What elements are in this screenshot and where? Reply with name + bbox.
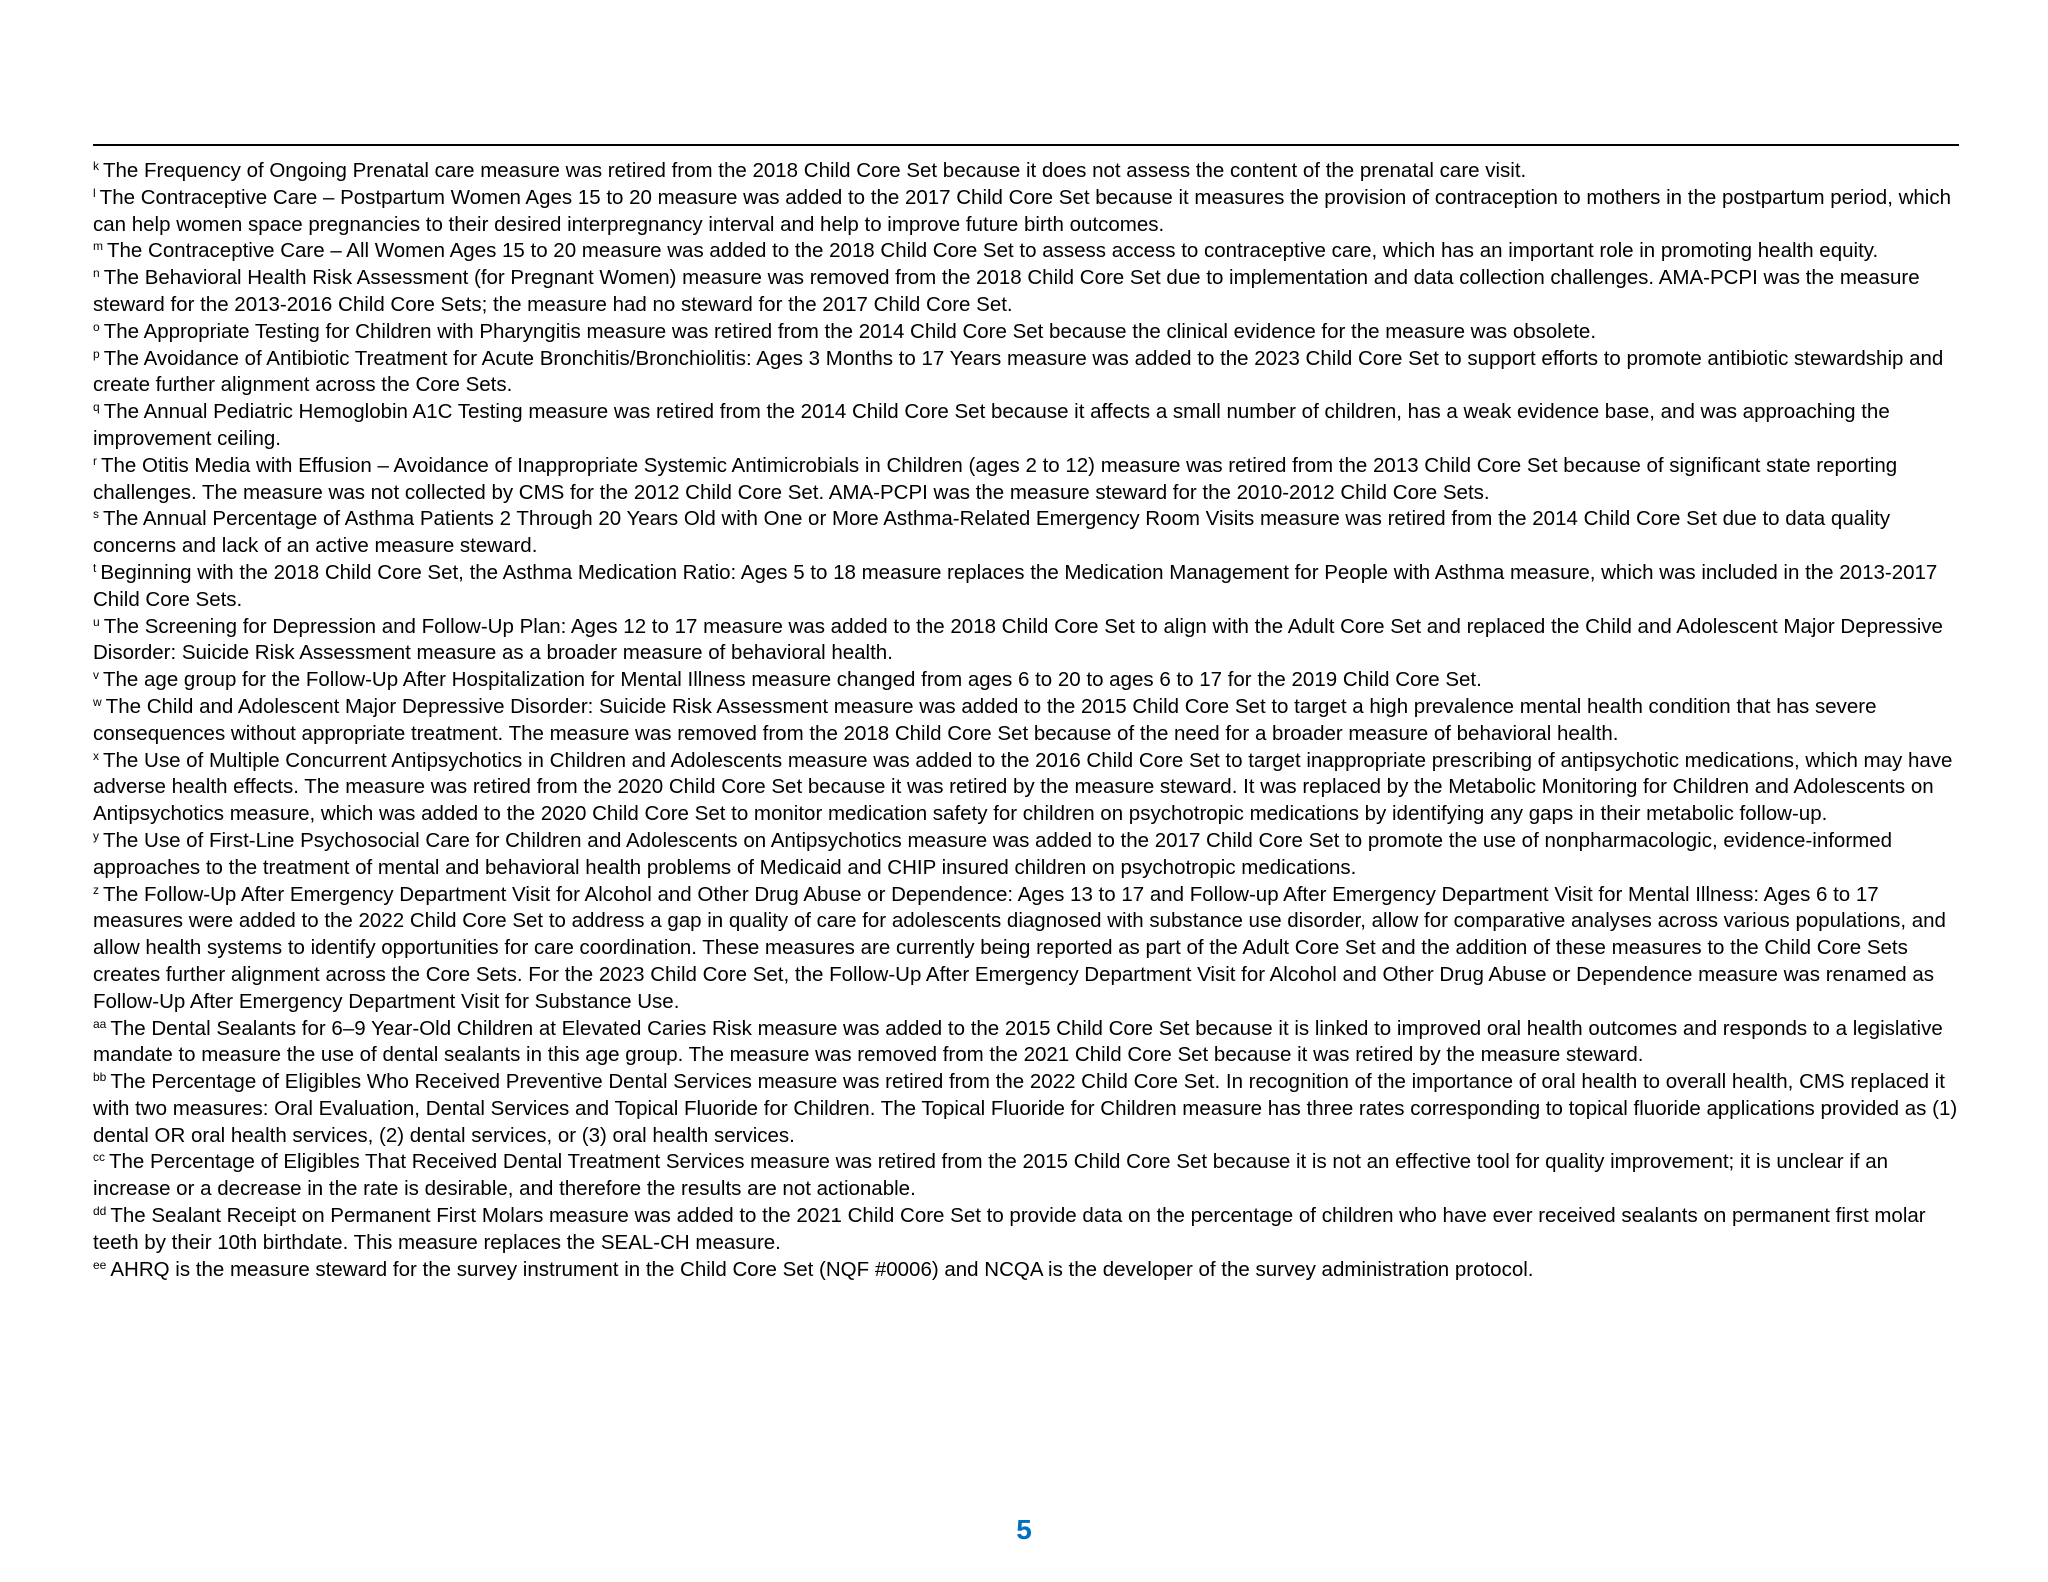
footnote-text: Beginning with the 2018 Child Core Set, the Asthma Medication Ratio: Ages 5 to 18 measure replaces the Medication Management for People with Asthma measure, which was included in the 2013-2017 Child Core Sets.	[93, 560, 1938, 611]
footnote-marker: ee	[93, 1257, 107, 1272]
footnote-marker: o	[93, 319, 100, 334]
footnotes-section	[93, 158, 1963, 1283]
footnote-marker: k	[93, 159, 99, 173]
footnote-marker: aa	[93, 1016, 107, 1031]
footnote-dd	[93, 1203, 1963, 1257]
footnote-text: The Annual Percentage of Asthma Patients 2 Through 20 Years Old with One or More Asthma-Related Emergency Room Visits measure was retired from the 2014 Child Core Set due to data quality concerns and lack of an active measure steward.	[93, 507, 1891, 558]
footnote-text: The Percentage of Eligibles Who Received Preventive Dental Services measure was retired from the 2022 Child Core Set. In recognition of the importance of oral health to overall health, CMS replaced it with two measures: Oral Evaluation, Dental Services and Topical Fluoride for Children. The Topical Fluoride for Children measure has three rates corresponding to topical fluoride applications provided as (1) dental OR oral health services, (2) dental services, or (3) oral health services.	[93, 1070, 1958, 1147]
footnote-cc	[93, 1149, 1963, 1203]
footnote-marker: w	[93, 694, 102, 709]
footnote-text: The Follow-Up After Emergency Department Visit for Alcohol and Other Drug Abuse or Dependence: Ages 13 to 17 and Follow-up After Emergency Department Visit for Mental Illness: Ages 6 to 17 measures were added to the 2022 Child Core Set to address a gap in quality of care for adolescents diagnosed with substance use disorder, allow for comparative analyses across various populations, and allow health systems to identify opportunities for care coordination. These measures are currently being reported as part of the Adult Core Set and the addition of these measures to the Child Core Sets creates further alignment across the Core Sets. For the 2023 Child Core Set, the Follow-Up After Emergency Department Visit for Alcohol and Other Drug Abuse or Dependence measure was renamed as Follow-Up After Emergency Department Visit for Substance Use.	[93, 882, 1946, 1013]
footnote-l	[93, 185, 1963, 239]
footnote-text: The age group for the Follow-Up After Hospitalization for Mental Illness measure changed from ages 6 to 20 to ages 6 to 17 for the 2019 Child Core Set.	[103, 668, 1482, 692]
footnote-o	[93, 319, 1963, 346]
footnote-z	[93, 882, 1963, 1016]
footnote-bb	[93, 1069, 1963, 1149]
footnote-m	[93, 238, 1963, 265]
footnote-marker: x	[93, 748, 99, 763]
footnote-text: The Percentage of Eligibles That Received Dental Treatment Services measure was retired from the 2015 Child Core Set because it is not an effective tool for quality improvement; it is unclear if an increase or a decrease in the rate is desirable, and therefore the results are not actionable.	[93, 1150, 1889, 1201]
footnote-n	[93, 265, 1963, 319]
footnote-marker: n	[93, 266, 100, 281]
footnote-text: The Annual Pediatric Hemoglobin A1C Testing measure was retired from the 2014 Child Core Set because it affects a small number of children, has a weak evidence base, and was approaching the improvement ceiling.	[93, 400, 1890, 450]
footnote-separator-rule	[93, 144, 1959, 146]
footnote-marker: dd	[93, 1204, 107, 1219]
footnote-marker: u	[93, 614, 100, 629]
footnote-text: The Behavioral Health Risk Assessment (for Pregnant Women) measure was removed from the 2018 Child Core Set due to implementation and data collection challenges. AMA-PCPI was the measure steward for the 2013-2016 Child Core Sets; the measure had no steward for the 2017 Child Core Set.	[93, 266, 1920, 316]
footnote-text: The Avoidance of Antibiotic Treatment for Acute Bronchitis/Bronchiolitis: Ages 3 Months to 17 Years measure was added to the 2023 Child Core Set to support efforts to promote antibiotic stewardship and create further alignment across the Core Sets.	[93, 346, 1944, 397]
footnote-marker: cc	[93, 1150, 105, 1165]
footnote-marker: t	[93, 560, 97, 575]
footnote-text: The Screening for Depression and Follow-Up Plan: Ages 12 to 17 measure was added to the 2018 Child Core Set to align with the Adult Core Set and replaced the Child and Adolescent Major Depressive Disorder: Suicide Risk Assessment measure as a broader measure of behavioral health.	[93, 614, 1943, 665]
footnote-w	[93, 694, 1963, 748]
footnote-marker: bb	[93, 1070, 107, 1085]
footnote-v	[93, 667, 1963, 694]
page-number: 5	[1016, 1514, 1032, 1545]
footnote-x	[93, 748, 1963, 828]
footnote-text: The Otitis Media with Effusion – Avoidance of Inappropriate Systemic Antimicrobials in Children (ages 2 to 12) measure was retired from the 2013 Child Core Set because of significant state reporting challenges. The measure was not collected by CMS for the 2012 Child Core Set. AMA-PCPI was the measure steward for the 2010-2012 Child Core Sets.	[93, 453, 1898, 504]
footnote-marker: l	[93, 185, 96, 200]
footnote-u	[93, 614, 1963, 668]
footnote-marker: m	[93, 239, 103, 254]
footnote-q	[93, 399, 1963, 453]
footnote-marker: p	[93, 346, 100, 361]
footnote-r	[93, 453, 1963, 507]
footnote-text: The Use of Multiple Concurrent Antipsychotics in Children and Adolescents measure was added to the 2016 Child Core Set to target inappropriate prescribing of antipsychotic medications, which may have adverse health effects. The measure was retired from the 2020 Child Core Set because it was retired by the measure steward. It was replaced by the Metabolic Monitoring for Children and Adolescents on Antipsychotics measure, which was added to the 2020 Child Core Set to monitor medication safety for children on psychotropic medications by identifying any gaps in their metabolic follow-up.	[93, 748, 1953, 826]
footnote-text: The Dental Sealants for 6–9 Year-Old Children at Elevated Caries Risk measure was added to the 2015 Child Core Set because it is linked to improved oral health outcomes and responds to a legislative mandate to measure the use of dental sealants in this age group. The measure was removed from the 2021 Child Core Set because it was retired by the measure steward.	[93, 1016, 1943, 1067]
footnote-marker: v	[93, 668, 99, 683]
footnote-text: The Appropriate Testing for Children with Pharyngitis measure was retired from the 2014 Child Core Set because the clinical evidence for the measure was obsolete.	[103, 319, 1597, 343]
footnote-text: The Contraceptive Care – Postpartum Women Ages 15 to 20 measure was added to the 2017 Child Core Set because it measures the provision of contraception to mothers in the postpartum period, which can help women space pregnancies to their desired interpregnancy interval and help to improve future birth outcomes.	[93, 185, 1952, 236]
footnote-k	[93, 158, 1963, 185]
footnote-text: The Sealant Receipt on Permanent First Molars measure was added to the 2021 Child Core Set to provide data on the percentage of children who have ever received sealants on permanent first molar teeth by their 10th birthdate. This measure replaces the SEAL-CH measure.	[93, 1204, 1926, 1254]
footnote-p	[93, 346, 1963, 400]
footnote-text: AHRQ is the measure steward for the survey instrument in the Child Core Set (NQF #0006) and NCQA is the developer of the survey administration protocol.	[110, 1257, 1534, 1281]
footnote-s	[93, 506, 1963, 560]
footnote-text: The Child and Adolescent Major Depressive Disorder: Suicide Risk Assessment measure was added to the 2015 Child Core Set to target a high prevalence mental health condition that has severe consequences without appropriate treatment. The measure was removed from the 2018 Child Core Set because of the need for a broader measure of behavioral health.	[93, 694, 1877, 745]
footnote-t	[93, 560, 1963, 614]
footnote-text: The Use of First-Line Psychosocial Care for Children and Adolescents on Antipsychotics measure was added to the 2017 Child Core Set to promote the use of nonpharmacologic, evidence-informed approaches to the treatment of mental and behavioral health problems of Medicaid and CHIP insured children on psychotropic medications.	[93, 828, 1893, 879]
footnote-y	[93, 828, 1963, 882]
footnote-aa	[93, 1016, 1963, 1070]
footnote-marker: z	[93, 882, 99, 897]
footnote-marker: s	[93, 507, 99, 522]
footnote-marker: y	[93, 828, 99, 843]
footnote-marker: q	[93, 400, 100, 415]
footnote-marker: r	[93, 453, 97, 468]
footnote-ee	[93, 1257, 1963, 1284]
footnote-text: The Frequency of Ongoing Prenatal care measure was retired from the 2018 Child Core Set because it does not assess the content of the prenatal care visit.	[103, 159, 1527, 182]
footnote-text: The Contraceptive Care – All Women Ages 15 to 20 measure was added to the 2018 Child Core Set to assess access to contraceptive care, which has an important role in promoting health equity.	[107, 239, 1879, 263]
